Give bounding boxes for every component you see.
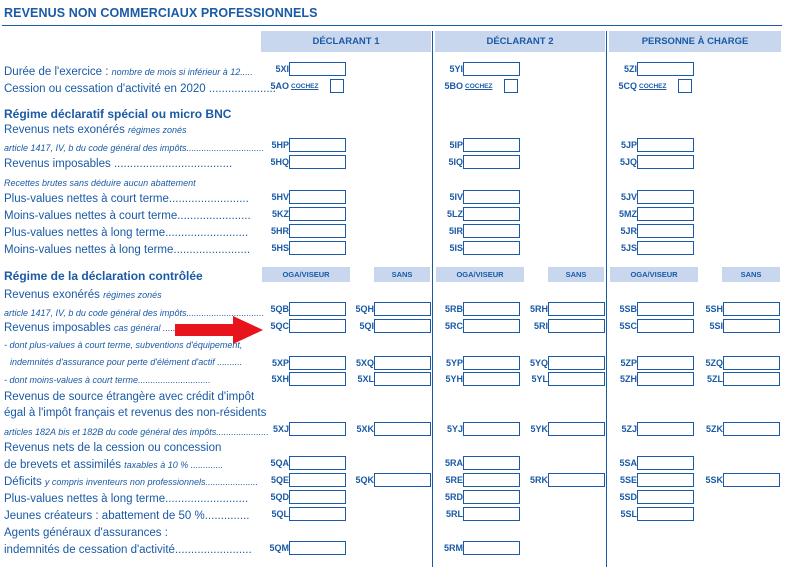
c_deficits-3-input[interactable] <box>548 473 605 487</box>
c_exo-4-code: 5SB <box>619 304 637 314</box>
c_dontmv-3-code: 5YL <box>531 374 548 384</box>
c_dontpv-3-input[interactable] <box>548 356 605 370</box>
recettes-label: Recettes brutes sans déduire aucun abattement <box>4 178 196 188</box>
r_mvlt-0-input[interactable] <box>289 241 346 255</box>
r_cession-0-coche-label: COCHEZ <box>291 83 319 90</box>
c_dontmv-0-input[interactable] <box>289 372 346 386</box>
r_cession-1-code: 5BO <box>444 81 463 91</box>
r_cession-2-coche-label: COCHEZ <box>639 83 667 90</box>
c_dontpv-1-input[interactable] <box>374 356 431 370</box>
c_imp-1-input[interactable] <box>374 319 431 333</box>
c_dontpv-5-code: 5ZQ <box>705 358 723 368</box>
r_pvct-0-code: 5HV <box>271 192 289 202</box>
r_pvct-1-input[interactable] <box>463 190 520 204</box>
r_pvlt-1-code: 5IR <box>448 226 463 236</box>
r_exo-1-input[interactable] <box>463 138 520 152</box>
c_dontpv-5-input[interactable] <box>723 356 780 370</box>
c_dontmv-5-input[interactable] <box>723 372 780 386</box>
r_mvct-2-code: 5MZ <box>619 209 637 219</box>
c_source-1-input[interactable] <box>374 422 431 436</box>
subheader-oga-1: OGA/VISEUR <box>262 267 350 282</box>
c_dontmv-3-input[interactable] <box>548 372 605 386</box>
c_deficits-1-code: 5QK <box>355 475 374 485</box>
r_cession-0-checkbox[interactable] <box>330 79 344 93</box>
c_deficits-3-code: 5RK <box>529 475 548 485</box>
r_exo-2-code: 5JP <box>620 140 637 150</box>
c_dontpv-2-code: 5YP <box>445 358 463 368</box>
agents-label-2: indemnités de cessation d'activité........................ <box>4 544 252 556</box>
c_dontpv-1-code: 5XQ <box>355 358 374 368</box>
red-arrow-icon <box>175 316 265 344</box>
c_source-4-input[interactable] <box>637 422 694 436</box>
c_jeunes-2-code: 5SL <box>620 509 637 519</box>
form-title: REVENUS NON COMMERCIAUX PROFESSIONNELS <box>4 6 318 20</box>
c_imp-3-input[interactable] <box>548 319 605 333</box>
c_exo-3-code: 5RH <box>529 304 548 314</box>
r_mvct-0-code: 5KZ <box>271 209 289 219</box>
c_dontpv-3-code: 5YQ <box>529 358 548 368</box>
r_exo-2-input[interactable] <box>637 138 694 152</box>
c_dontpv-4-input[interactable] <box>637 356 694 370</box>
r_cession-0-code: 5AO <box>270 81 289 91</box>
r_duree-0-code: 5XI <box>275 64 289 74</box>
c_exo-0-code: 5QB <box>270 304 289 314</box>
source-etrangere-label-2: égal à l'impôt français et revenus des non-résidents <box>4 407 267 419</box>
c_exo-5-input[interactable] <box>723 302 780 316</box>
r_pvct-0-input[interactable] <box>289 190 346 204</box>
c_source-3-code: 5YK <box>530 424 548 434</box>
c_exo-2-code: 5RB <box>444 304 463 314</box>
mv-ct-label: Moins-values nettes à court terme....................... <box>4 210 251 222</box>
r_imp-2-input[interactable] <box>637 155 694 169</box>
c_brevets-1-code: 5RA <box>444 458 463 468</box>
pv-lt2-label: Plus-values nettes à long terme.......................... <box>4 493 249 505</box>
c_brevets-2-input[interactable] <box>637 456 694 470</box>
c_source-5-input[interactable] <box>723 422 780 436</box>
c_source-0-code: 5XJ <box>272 424 289 434</box>
header-declarant-1: DÉCLARANT 1 <box>261 31 431 52</box>
r_exo-1-code: 5IP <box>449 140 463 150</box>
r_pvlt-0-code: 5HR <box>270 226 289 236</box>
c_brevets-0-input[interactable] <box>289 456 346 470</box>
c_exo-0-input[interactable] <box>289 302 346 316</box>
subheader-oga-3: OGA/VISEUR <box>610 267 698 282</box>
r_duree-0-input[interactable] <box>289 62 346 76</box>
c_brevets-1-input[interactable] <box>463 456 520 470</box>
c_exo-5-code: 5SH <box>705 304 723 314</box>
subheader-sans-2: SANS <box>548 267 604 282</box>
r_mvlt-0-code: 5HS <box>271 243 289 253</box>
section-regime-controle: Régime de la déclaration contrôlée <box>4 269 203 283</box>
pv-ct-label: Plus-values nettes à court terme......................... <box>4 193 249 205</box>
rev-imp2-label: Revenus imposables cas général ..... <box>4 322 176 334</box>
c_exo-3-input[interactable] <box>548 302 605 316</box>
c_imp-5-input[interactable] <box>723 319 780 333</box>
r_pvlt-0-input[interactable] <box>289 224 346 238</box>
r_imp-1-code: 5IQ <box>448 157 463 167</box>
r_duree-1-code: 5YI <box>449 64 463 74</box>
r_duree-1-input[interactable] <box>463 62 520 76</box>
c_dontpv-4-code: 5ZP <box>620 358 637 368</box>
subheader-sans-1: SANS <box>374 267 430 282</box>
r_pvlt-1-input[interactable] <box>463 224 520 238</box>
c_deficits-1-input[interactable] <box>374 473 431 487</box>
r_pvct-2-input[interactable] <box>637 190 694 204</box>
c_jeunes-0-code: 5QL <box>271 509 289 519</box>
c_dontpv-0-code: 5XP <box>271 358 289 368</box>
c_imp-0-code: 5QC <box>270 321 289 331</box>
c_dontmv-1-input[interactable] <box>374 372 431 386</box>
header-personne-a-charge: PERSONNE À CHARGE <box>609 31 781 52</box>
c_dontmv-2-input[interactable] <box>463 372 520 386</box>
c_exo-4-input[interactable] <box>637 302 694 316</box>
r_mvlt-1-code: 5IS <box>449 243 463 253</box>
c_deficits-2-code: 5RE <box>445 475 463 485</box>
dont-mv-label: - dont moins-values à court terme............................. <box>4 375 211 385</box>
c_source-4-code: 5ZJ <box>621 424 637 434</box>
subheader-sans-3: SANS <box>722 267 780 282</box>
articles-182-label: articles 182A bis et 182B du code général des impôts..................... <box>4 427 269 437</box>
c_jeunes-1-code: 5RL <box>445 509 463 519</box>
c_source-3-input[interactable] <box>548 422 605 436</box>
c_imp-4-code: 5SC <box>619 321 637 331</box>
r_duree-2-input[interactable] <box>637 62 694 76</box>
section-regime-micro: Régime déclaratif spécial ou micro BNC <box>4 107 232 121</box>
brevets-label-2: de brevets et assimilés taxables à 10 % ............. <box>4 459 224 471</box>
pv-lt-label: Plus-values nettes à long terme.......................... <box>4 227 249 239</box>
c_dontmv-4-input[interactable] <box>637 372 694 386</box>
c_deficits-4-code: 5SE <box>619 475 637 485</box>
article-1417-label: article 1417, IV, b du code général des impôts............................... <box>4 143 264 153</box>
r_pvlt-2-input[interactable] <box>637 224 694 238</box>
r_mvct-0-input[interactable] <box>289 207 346 221</box>
c_source-1-code: 5XK <box>356 424 374 434</box>
title-rule <box>2 25 782 26</box>
c_pvlt-0-code: 5QD <box>270 492 289 502</box>
c_imp-0-input[interactable] <box>289 319 346 333</box>
c_deficits-2-input[interactable] <box>463 473 520 487</box>
c_brevets-0-code: 5QA <box>270 458 289 468</box>
r_exo-0-input[interactable] <box>289 138 346 152</box>
c_dontmv-2-code: 5YH <box>445 374 463 384</box>
article-1417b-label: article 1417, IV, b du code général des impôts............................... <box>4 308 264 318</box>
c_agents-0-code: 5QM <box>269 543 289 553</box>
r_cession-1-coche-label: COCHEZ <box>465 83 493 90</box>
c_exo-2-input[interactable] <box>463 302 520 316</box>
header-declarant-2: DÉCLARANT 2 <box>435 31 605 52</box>
c_dontmv-5-code: 5ZL <box>706 374 723 384</box>
r_mvlt-1-input[interactable] <box>463 241 520 255</box>
deficits-label: Déficits y compris inventeurs non professionnels..................... <box>4 476 258 488</box>
jeunes-createurs-label: Jeunes créateurs : abattement de 50 %.............. <box>4 510 250 522</box>
c_imp-2-input[interactable] <box>463 319 520 333</box>
c_agents-1-input[interactable] <box>463 541 520 555</box>
cession-label: Cession ou cessation d'activité en 2020 ..................... <box>4 83 276 95</box>
rev-exo-label: Revenus nets exonérés régimes zonés <box>4 124 187 136</box>
c_pvlt-1-input[interactable] <box>463 490 520 504</box>
c_pvlt-2-input[interactable] <box>637 490 694 504</box>
indemnites-label: indemnités d'assurance pour perte d'élément d'actif .......... <box>10 357 243 367</box>
c_agents-0-input[interactable] <box>289 541 346 555</box>
c_pvlt-2-code: 5SD <box>619 492 637 502</box>
brevets-label-1: Revenus nets de la cession ou concession <box>4 442 222 454</box>
duree-label: Durée de l'exercice : nombre de mois si inférieur à 12..... <box>4 66 253 78</box>
rev-imposables-label: Revenus imposables ..................................... <box>4 158 233 170</box>
r_cession-2-checkbox[interactable] <box>678 79 692 93</box>
r_mvlt-2-code: 5JS <box>620 243 637 253</box>
r_imp-0-input[interactable] <box>289 155 346 169</box>
c_imp-4-input[interactable] <box>637 319 694 333</box>
r_mvct-1-code: 5LZ <box>446 209 463 219</box>
r_pvlt-2-code: 5JR <box>620 226 637 236</box>
c_pvlt-1-code: 5RD <box>444 492 463 502</box>
c_source-2-code: 5YJ <box>446 424 463 434</box>
c_source-2-input[interactable] <box>463 422 520 436</box>
c_imp-3-code: 5RI <box>533 321 548 331</box>
agents-label-1: Agents généraux d'assurances : <box>4 527 168 539</box>
r_imp-0-code: 5HQ <box>270 157 289 167</box>
c_exo-1-input[interactable] <box>374 302 431 316</box>
subheader-oga-2: OGA/VISEUR <box>436 267 524 282</box>
c_deficits-0-input[interactable] <box>289 473 346 487</box>
c_dontmv-1-code: 5XL <box>357 374 374 384</box>
rev-exo2-label: Revenus exonérés régimes zonés <box>4 289 162 301</box>
c_deficits-5-code: 5SK <box>705 475 723 485</box>
c_dontmv-4-code: 5ZH <box>619 374 637 384</box>
c_agents-1-code: 5RM <box>443 543 463 553</box>
r_duree-2-code: 5ZI <box>623 64 637 74</box>
c_imp-1-code: 5QI <box>359 321 374 331</box>
c_jeunes-1-input[interactable] <box>463 507 520 521</box>
mv-lt-label: Moins-values nettes à long terme........................ <box>4 244 251 256</box>
r_cession-1-checkbox[interactable] <box>504 79 518 93</box>
c_dontmv-0-code: 5XH <box>271 374 289 384</box>
c_pvlt-0-input[interactable] <box>289 490 346 504</box>
c_exo-1-code: 5QH <box>355 304 374 314</box>
c_jeunes-0-input[interactable] <box>289 507 346 521</box>
r_mvlt-2-input[interactable] <box>637 241 694 255</box>
source-etrangere-label-1: Revenus de source étrangère avec crédit d'impôt <box>4 391 255 403</box>
r_mvct-1-input[interactable] <box>463 207 520 221</box>
c_deficits-5-input[interactable] <box>723 473 780 487</box>
r_mvct-2-input[interactable] <box>637 207 694 221</box>
c_imp-5-code: 5SI <box>709 321 723 331</box>
r_imp-2-code: 5JQ <box>619 157 637 167</box>
dont-pv-label: - dont plus-values à court terme, subventions d'équipement, <box>4 340 243 350</box>
c_source-0-input[interactable] <box>289 422 346 436</box>
c_dontpv-2-input[interactable] <box>463 356 520 370</box>
r_exo-0-code: 5HP <box>271 140 289 150</box>
c_dontpv-0-input[interactable] <box>289 356 346 370</box>
r_pvct-2-code: 5JV <box>620 192 637 202</box>
r_imp-1-input[interactable] <box>463 155 520 169</box>
c_deficits-0-code: 5QE <box>270 475 289 485</box>
c_deficits-4-input[interactable] <box>637 473 694 487</box>
c_jeunes-2-input[interactable] <box>637 507 694 521</box>
r_pvct-1-code: 5IV <box>449 192 463 202</box>
c_source-5-code: 5ZK <box>705 424 723 434</box>
c_brevets-2-code: 5SA <box>619 458 637 468</box>
r_cession-2-code: 5CQ <box>618 81 637 91</box>
c_imp-2-code: 5RC <box>444 321 463 331</box>
